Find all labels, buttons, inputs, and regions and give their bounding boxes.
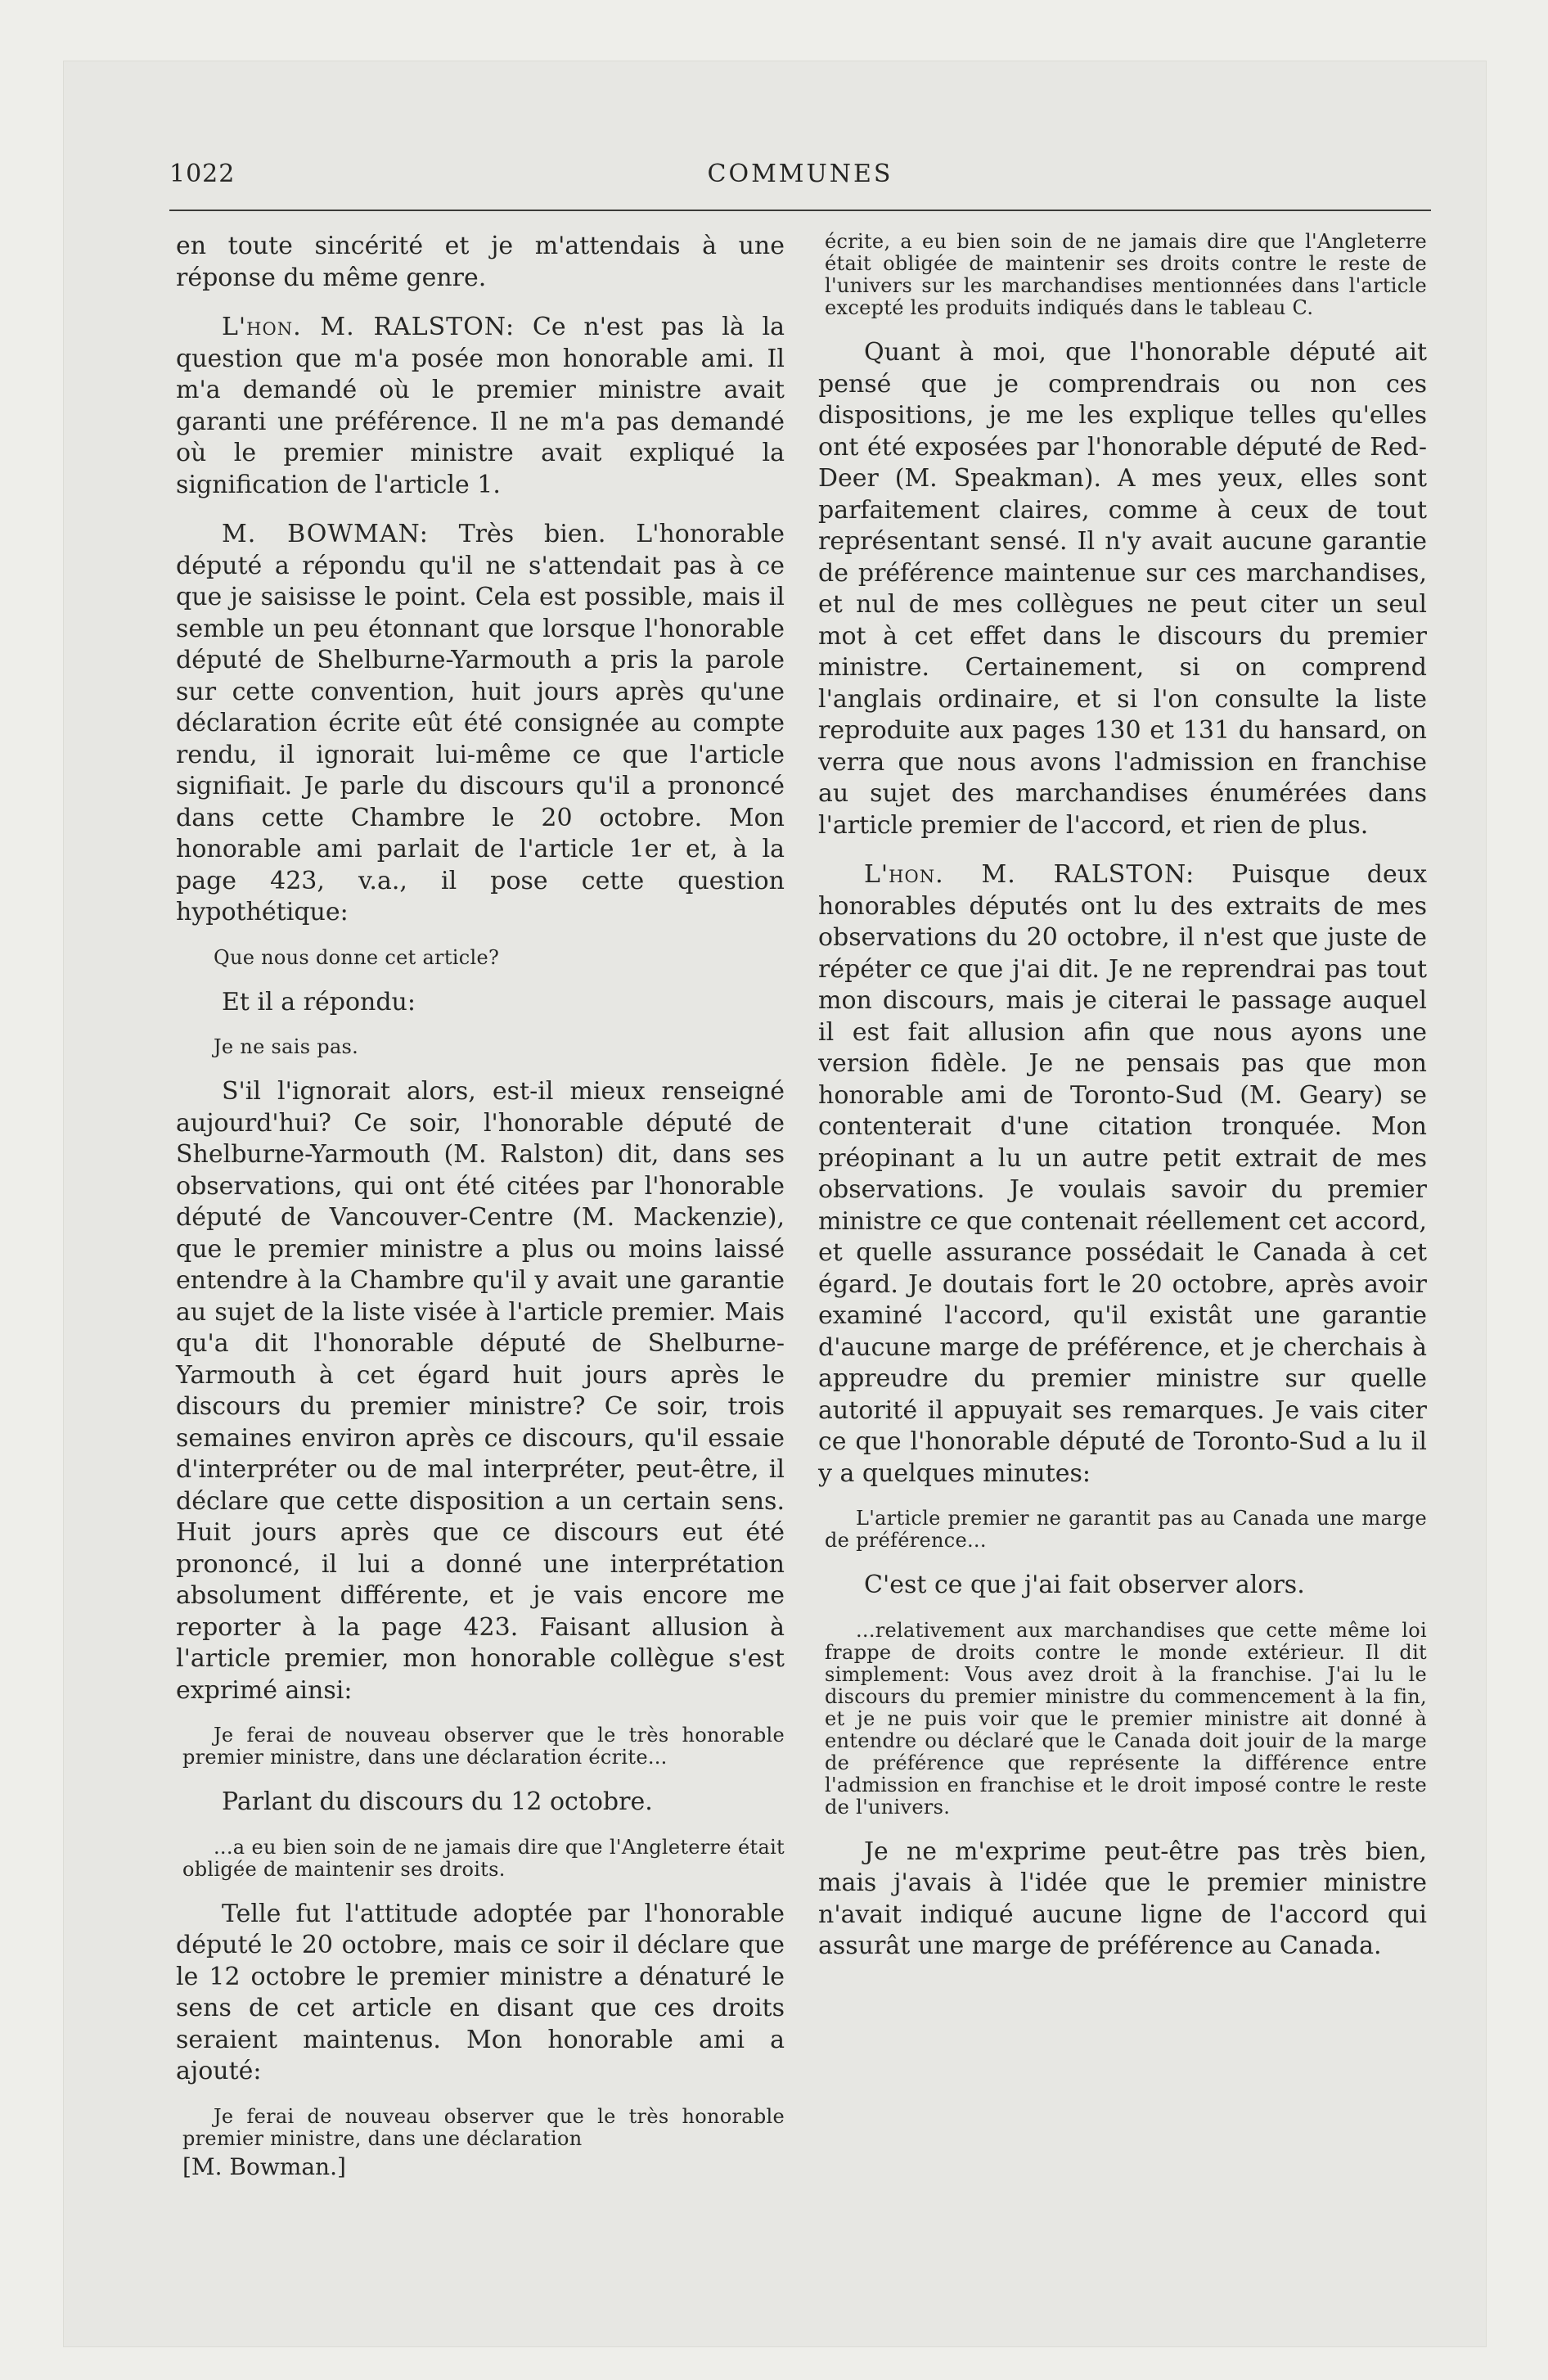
quotation: ...relativement aux marchandises que cette même loi frappe de droits contre le monde extérieur. Il dit simplement: Vous avez droit à la franchise. J'ai lu le discours du premier ministre du commencement à la fin, et je ne puis voir que le premier ministre ait donné à entendre ou déclaré que le Canada doit jouir de la marge de préférence que représente la différence entre l'admission en franchise et le droit imposé contre le reste de l'univers. — [825, 1618, 1427, 1819]
quotation: L'article premier ne garantit pas au Canada une marge de préférence... — [825, 1507, 1427, 1552]
quotation: Je ferai de nouveau observer que le très honorable premier ministre, dans une déclaration — [182, 2104, 785, 2150]
paragraph: S'il l'ignorait alors, est-il mieux renseigné aujourd'hui? Ce soir, l'honorable député de Shelburne-Yarmouth (M. Ralston) dit, dans ses observations, qui ont été citées par l'honorable député de Vancouver-Centre (M. Mackenzie), que le premier ministre a plus ou moins laissé entendre à la Chambre qu'il y avait une garantie au sujet de la liste visée à l'article premier. Mais qu'a dit l'honorable député de Shelburne-Yarmouth à cet égard huit jours après le discours du premier ministre? Ce soir, trois semaines environ après ce discours, qu'il essaie d'interpréter ou de mal interpréter, peut-être, il déclare que cette disposition a un certain sens. Huit jours après que ce discours eut été prononcé, il lui a donné une interprétation absolument différente, et je vais encore me reporter à la page 423. Faisant allusion à l'article premier, mon honorable collègue s'est exprimé ainsi: — [176, 1077, 785, 1705]
paragraph: Et il a répondu: — [222, 987, 416, 1016]
page-number: 1022 — [169, 160, 236, 188]
speech-text: Puisque deux honorables députés ont lu des extraits de mes observations du 20 octobre, il n'est que juste de répéter ce que j'ai dit. Je ne reprendrai pas tout mon discours, mais je citerai le passage auquel il est fait allusion afin que nous ayons une version fidèle. Je ne pensais pas que mon honorable ami de Toronto-Sud (M. Geary) se contenterait d'une citation tronquée. Mon préopinant a lu un autre petit extrait de mes observations. Je voulais savoir du premier ministre ce que contenait réellement cet accord, et quelle assurance possédait le Canada à cet égard. Je doutais fort le 20 octobre, après avoir examiné l'accord, qu'il existât une garantie d'aucune marge de préférence, et je cherchais à appreudre du premier ministre sur quelle autorité il appuyait ses remarques. Je vais citer ce que l'honorable député de Toronto-Sud a lu il y a quelques minutes: — [818, 860, 1428, 1488]
paragraph: Telle fut l'attitude adoptée par l'honorable député le 20 octobre, mais ce soir il déclare que le 12 octobre le premier ministre a dénaturé le sens de cet article en disant que ces droits seraient maintenus. Mon honorable ami a ajouté: — [176, 1899, 785, 2085]
speech-text: Ce n'est pas là la question que m'a posée mon honorable ami. Il m'a demandé où le premier ministre avait garanti une préférence. Il ne m'a pas demandé où le premier ministre avait expliqué la signification de l'article 1. — [176, 313, 785, 499]
speaker-reference: [M. Bowman.] — [182, 2152, 346, 2180]
paragraph — [818, 859, 1427, 1490]
page-header — [169, 160, 1431, 205]
right-column — [818, 231, 1427, 1981]
quotation: écrite, a eu bien soin de ne jamais dire que l'Angleterre était obligée de maintenir ses droits contre le reste de l'univers sur les marchandises mentionnées dans l'article excepté les produits indiqués dans le tableau C. — [825, 230, 1427, 319]
quotation: Je ne sais pas. — [214, 1035, 359, 1058]
paragraph — [176, 519, 785, 929]
quotation: Je ferai de nouveau observer que le très honorable premier ministre, dans une déclaration écrite... — [182, 1724, 785, 1769]
running-title: COMMUNES — [707, 160, 893, 188]
speech-text: Très bien. L'honorable député a répondu qu'il ne s'attendait pas à ce que je saisisse le point. Cela est possible, mais il semble un peu étonnant que lorsque l'honorable député de Shelburne-Yarmouth a pris la parole sur cette convention, huit jours après qu'une déclaration écrite eût été consignée au compte rendu, il ignorait lui-même ce que l'article signifiait. Je parle du discours qu'il a prononcé dans cette Chambre le 20 octobre. Mon honorable ami parlait de l'article 1er et, à la page 423, v.a., il pose cette question hypothétique: — [176, 520, 785, 926]
speaker-name: L'hon. M. RALSTON: — [222, 313, 515, 341]
paragraph: Quant à moi, que l'honorable député ait pensé que je comprendrais ou non ces dispositions, je me les explique telles qu'elles ont été exposées par l'honorable député de Red-Deer (M. Speakman). A mes yeux, elles sont parfaitement claires, comme à ceux de tout représentant sensé. Il n'y avait aucune garantie de préférence maintenue sur ces marchandises, et nul de mes collègues ne peut citer un seul mot à cet effet dans le discours du premier ministre. Certainement, si on comprend l'anglais ordinaire, et si l'on consulte la liste reproduite aux pages 130 et 131 du hansard, on verra que nous avons l'admission en franchise au sujet des marchandises énumérées dans l'article premier de l'accord, et rien de plus. — [818, 338, 1427, 840]
paragraph: C'est ce que j'ai fait observer alors. — [864, 1571, 1305, 1599]
left-column — [176, 231, 785, 2181]
quotation: ...a eu bien soin de ne jamais dire que l'Angleterre était obligée de maintenir ses droits. — [182, 1835, 785, 1881]
paragraph: en toute sincérité et je m'attendais à une réponse du même genre. — [176, 232, 785, 292]
header-rule — [169, 210, 1431, 211]
paragraph: Je ne m'exprime peut-être pas très bien, mais j'avais à l'idée que le premier ministre n'avait indiqué aucune ligne de l'accord qui assurât une marge de préférence au Canada. — [818, 1837, 1427, 1960]
quotation: Que nous donne cet article? — [214, 945, 500, 969]
speaker-name: L'hon. M. RALSTON: — [864, 860, 1195, 889]
speaker-name: M. BOWMAN: — [222, 520, 429, 548]
paragraph: Parlant du discours du 12 octobre. — [222, 1787, 653, 1816]
paragraph — [176, 312, 785, 501]
